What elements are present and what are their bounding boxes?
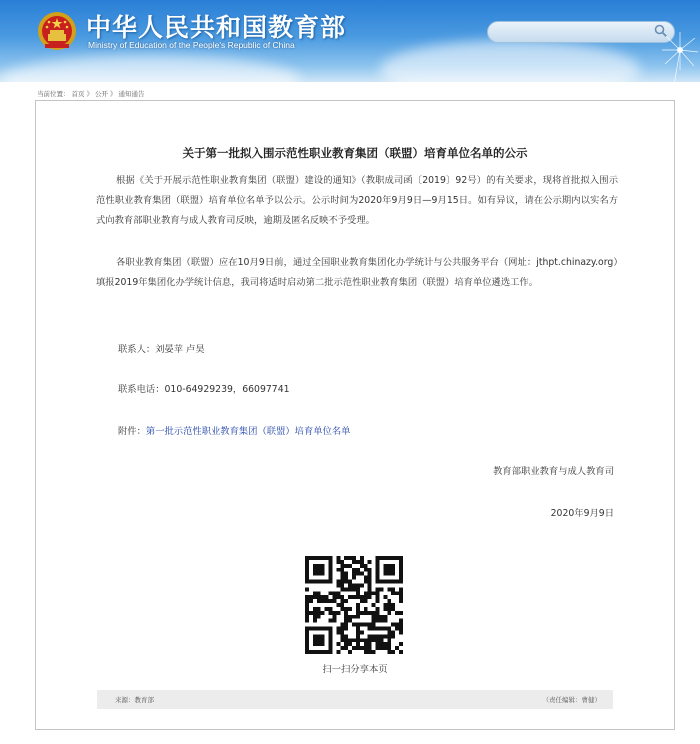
dandelion-decoration-icon (640, 30, 700, 82)
signature: 教育部职业教育与成人教育司 (493, 466, 614, 477)
phone-value: 010-64929239，66097741 (164, 384, 290, 395)
breadcrumb-item-home[interactable]: 首页 (71, 90, 85, 98)
article-container (35, 100, 675, 730)
qr-caption: 扫一扫分享本页 (322, 664, 388, 675)
contact-value: 刘晏苹 卢昊 (155, 344, 205, 355)
header-cloud-decoration (380, 40, 640, 82)
national-emblem-icon[interactable] (37, 10, 77, 52)
source-label: 来源：教育部 (115, 696, 154, 704)
contact-line (118, 341, 205, 355)
header-cloud-decoration (0, 55, 300, 82)
search-input[interactable] (498, 24, 652, 41)
contact-label: 联系人： (118, 344, 156, 355)
site-subtitle-en: Ministry of Education of the People's Republic of China (88, 40, 295, 50)
breadcrumb-item-public[interactable]: 公开 (95, 90, 108, 98)
site-header (0, 0, 700, 82)
phone-line (118, 381, 290, 395)
breadcrumb (37, 89, 147, 98)
breadcrumb-separator: 》 (86, 90, 93, 98)
qr-code-icon (305, 556, 403, 654)
phone-label: 联系电话： (118, 384, 165, 395)
publish-date: 2020年9月9日 (550, 508, 614, 519)
breadcrumb-separator: 》 (110, 90, 117, 98)
editor-label: （责任编辑：曹健） (542, 696, 601, 704)
article-paragraph-2: 各职业教育集团（联盟）应在10月9日前，通过全国职业教育集团化办学统计与公共服务平台（网址：jthpt.chinazy.org）填报2019年集团化办学统计信息，我司将适时启动第二批示范性职业教育集团（联盟）培育单位遴选工作。 (96, 257, 618, 288)
article-footer (97, 690, 613, 709)
breadcrumb-prefix: 当前位置： (37, 90, 70, 98)
breadcrumb-item-notices[interactable]: 通知通告 (118, 90, 145, 98)
attachment-link[interactable]: 第一批示范性职业教育集团（联盟）培育单位名单 (145, 426, 351, 437)
site-title[interactable]: 中华人民共和国教育部 (86, 15, 347, 42)
attachment-line (118, 423, 350, 437)
article-paragraph-1: 根据《关于开展示范性职业教育集团（联盟）建设的通知》（教职成司函〔2019〕92号）的有关要求，现将首批拟入围示范性职业教育集团（联盟）培育单位名单予以公示。公示时间为2020年9月9日—9月15日。如有异议，请在公示期内以实名方式向教育部职业教育与成人教育司反映，逾期及匿名反映不予受理。 (96, 175, 618, 226)
article-title: 关于第一批拟入围示范性职业教育集团（联盟）培育单位名单的公示 (182, 148, 528, 160)
attachment-label: 附件： (118, 426, 146, 437)
